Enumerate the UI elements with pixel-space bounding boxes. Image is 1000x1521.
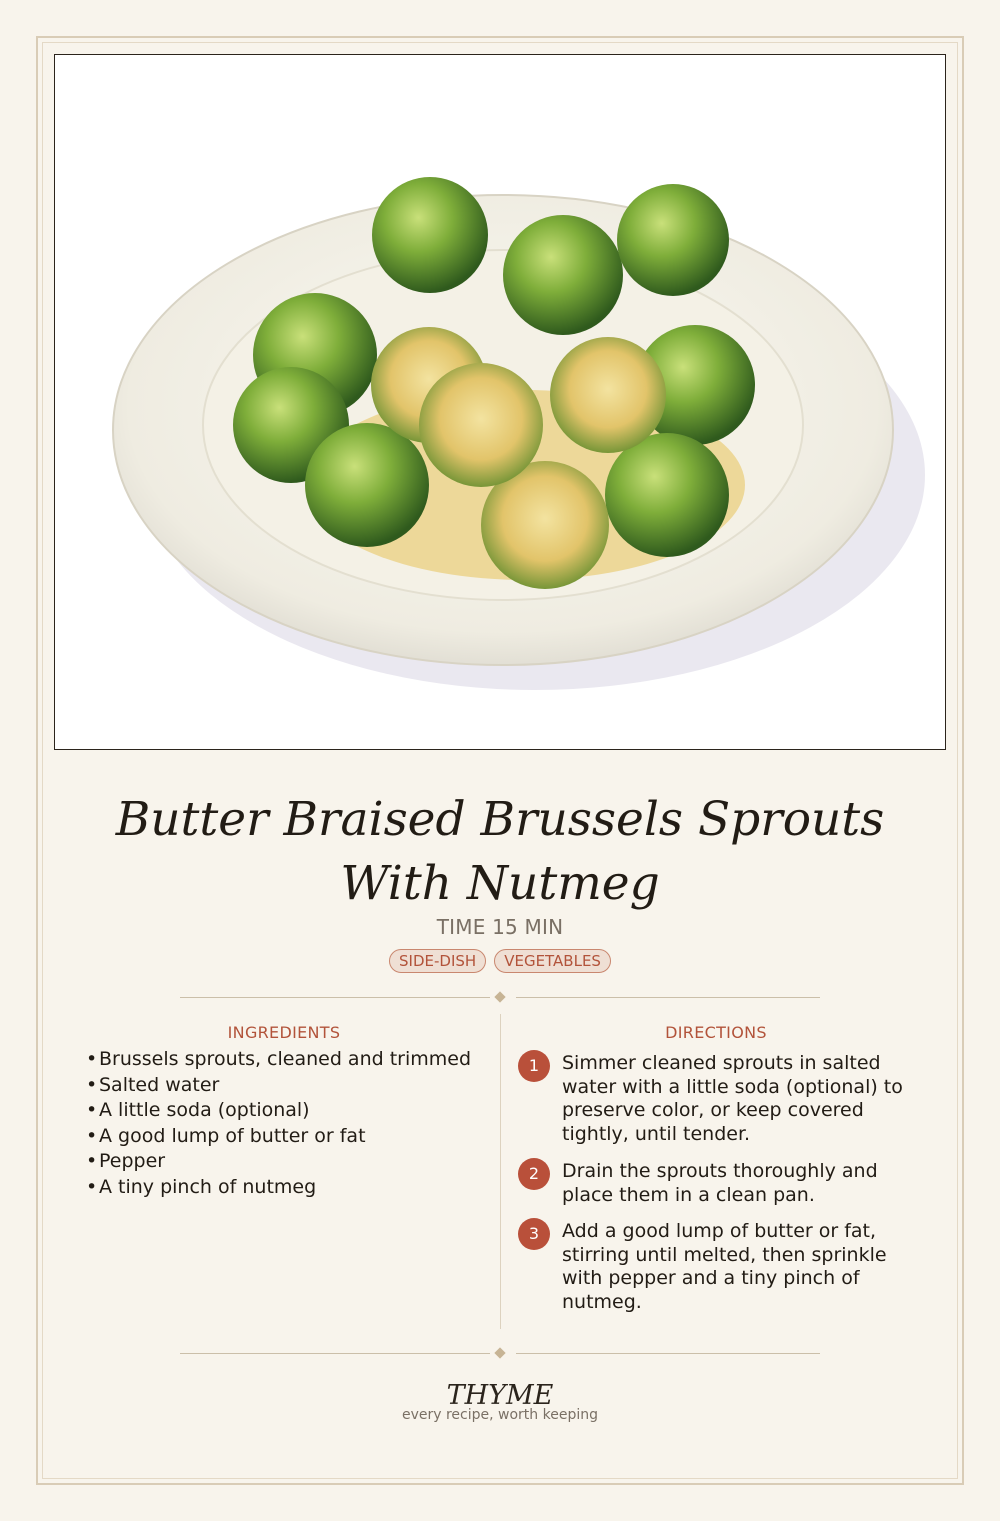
step-number-badge: 2 — [518, 1158, 550, 1190]
brand-tagline: every recipe, worth keeping — [401, 1407, 598, 1423]
ingredient-item: •Pepper — [86, 1150, 166, 1173]
tag-list — [0, 949, 1000, 973]
recipe-title: Butter Braised Brussels Sprouts With Nutmeg — [115, 792, 885, 911]
ingredient-item: •Brussels sprouts, cleaned and trimmed — [86, 1048, 472, 1070]
cook-time: TIME 15 MIN — [436, 915, 564, 939]
ingredient-item: •A good lump of butter or fat — [86, 1124, 366, 1147]
step-text: Simmer cleaned sprouts in salted water with a little soda (optional) to preserve color, or keep covered tightly, until tender. — [562, 1052, 903, 1145]
ingredient-item: •A little soda (optional) — [86, 1099, 310, 1122]
brand-logo: THYME — [446, 1380, 554, 1411]
step-number-badge: 3 — [518, 1218, 550, 1250]
top-divider — [180, 992, 820, 1004]
ingredient-item: •A tiny pinch of nutmeg — [86, 1175, 317, 1198]
ingredients-heading: INGREDIENTS — [227, 1023, 341, 1042]
column-divider — [500, 1014, 501, 1329]
ingredient-item: •Salted water — [86, 1073, 220, 1096]
diamond-ornament-icon — [494, 991, 505, 1002]
directions-heading: DIRECTIONS — [665, 1023, 767, 1042]
step-number-badge: 1 — [518, 1050, 550, 1082]
ingredients-list — [86, 1048, 486, 1202]
bottom-divider — [180, 1348, 820, 1360]
diamond-ornament-icon — [494, 1347, 505, 1358]
step-text: Drain the sprouts thoroughly and place them in a clean pan. — [562, 1160, 878, 1206]
brussels-sprouts-plate-illustration — [55, 55, 945, 749]
step-text: Add a good lump of butter or fat, stirring until melted, then sprinkle with pepper and a tiny pinch of nutmeg. — [562, 1220, 887, 1313]
recipe-photo — [54, 54, 946, 750]
tag-vegetables[interactable]: VEGETABLES — [494, 949, 611, 973]
tag-side-dish[interactable]: SIDE-DISH — [389, 949, 486, 973]
